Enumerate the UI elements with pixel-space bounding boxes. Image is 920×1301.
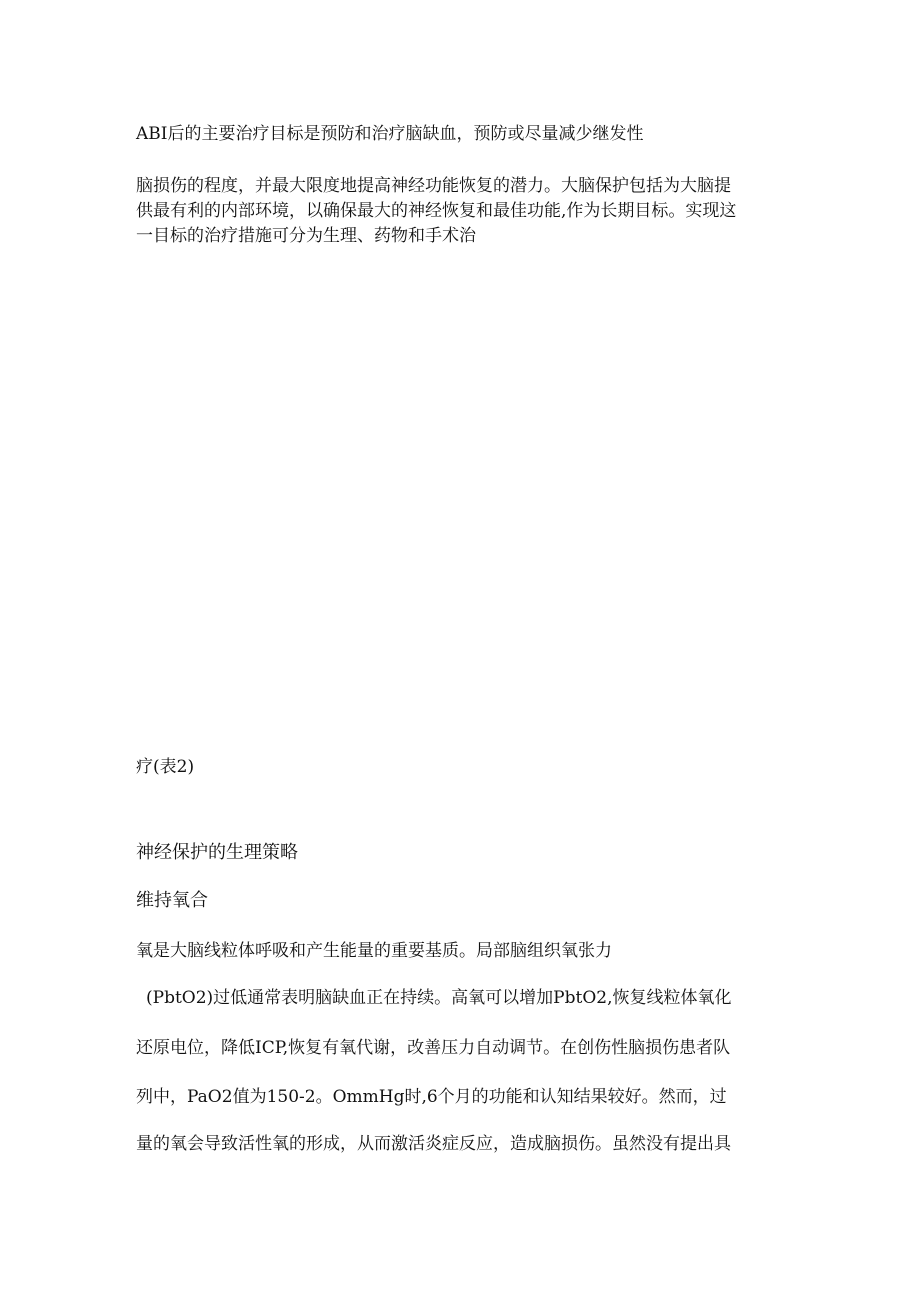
paragraph-1-line-5: 疗(表2) (136, 757, 195, 777)
paragraph-2-line-1: 氧是大脑线粒体呼吸和产生能量的重要基质。局部脑组织氧张力 (136, 941, 612, 961)
paragraph-1-line-3: 供最有利的内部环境，以确保最大的神经恢复和最佳功能,作为长期目标。实现这 (136, 201, 737, 221)
paragraph-2-line-5: 量的氧会导致活性氧的形成，从而激活炎症反应，造成脑损伤。虽然没有提出具 (136, 1134, 731, 1154)
paragraph-1-line-2: 脑损伤的程度，并最大限度地提高神经功能恢复的潜力。大脑保护包括为大脑提 (136, 176, 731, 196)
subsection-title: 维持氧合 (136, 890, 208, 911)
paragraph-1-line-1: ABI后的主要治疗目标是预防和治疗脑缺血，预防或尽量减少继发性 (136, 124, 644, 144)
paragraph-2-line-4: 列中，PaO2值为150-2。OmmHg时,6个月的功能和认知结果较好。然而，过 (136, 1087, 727, 1107)
paragraph-1-line-4: 一目标的治疗措施可分为生理、药物和手术治 (136, 226, 476, 246)
paragraph-2-line-2: (PbtO2)过低通常表明脑缺血正在持续。高氧可以增加PbtO2,恢复线粒体氧化 (146, 988, 732, 1008)
section-title: 神经保护的生理策略 (136, 842, 298, 863)
paragraph-2-line-3: 还原电位，降低ICP,恢复有氧代谢，改善压力自动调节。在创伤性脑损伤患者队 (136, 1038, 731, 1058)
